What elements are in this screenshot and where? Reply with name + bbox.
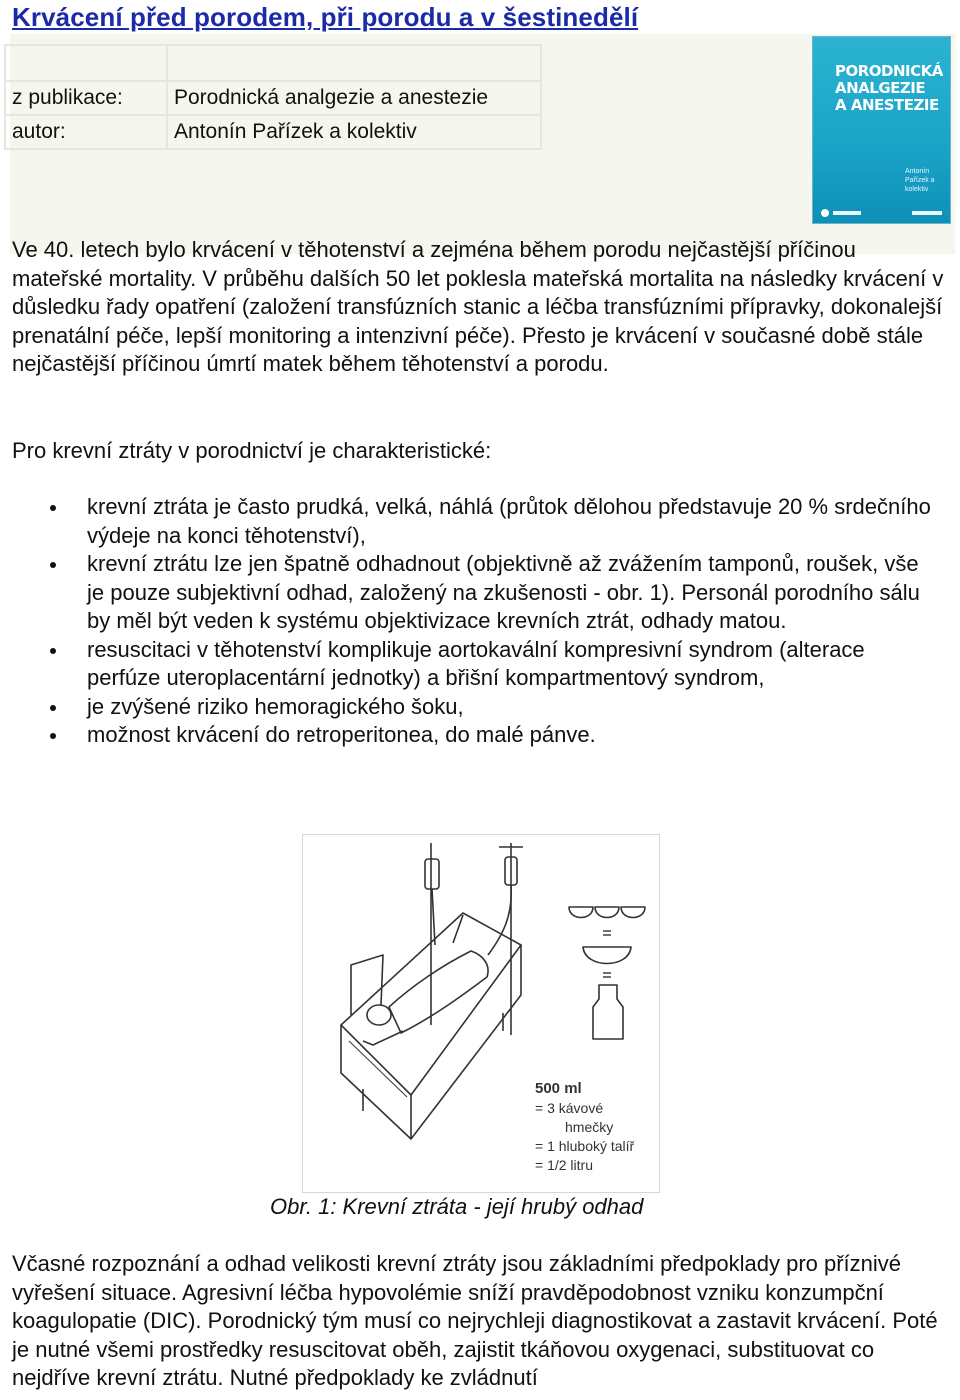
bullet-icon [50, 705, 56, 711]
author-value: Antonín Pařízek a kolektiv [167, 115, 541, 149]
table-row [5, 45, 541, 81]
list-item [0, 721, 940, 750]
list-item [0, 636, 940, 693]
figure-label: = 3 kávové [535, 1100, 604, 1116]
list-item-text: možnost krvácení do retroperitonea, do malé pánve. [87, 722, 596, 747]
intro-paragraph: Ve 40. letech bylo krvácení v těhotenství a zejména během porodu nejčastější příčinou mateřské mortality. V průběhu dalších 50 let poklesla mateřská mortalita na následky krvácení v důsledku řady opatření (založení transfúzních stanic a léčba transfúzními přípravky, dokonalejší prenatální péče, lepší monitoring a intenzivní péče). Přesto je krvácení v současné době stále nejčastější příčinou úmrtí matek během těhotenství a porodu. [12, 237, 944, 376]
figure-caption: Obr. 1: Krevní ztráta - její hrubý odhad [270, 1194, 644, 1219]
figure-label: hmečky [565, 1119, 614, 1135]
publisher-logo-icon [821, 209, 829, 217]
list-item-text: krevní ztráta je často prudká, velká, náhlá (průtok dělohou představuje 20 % srdečního výdeje na konci těhotenství), [87, 494, 931, 548]
iv-stand-icon [488, 843, 523, 1035]
bullet-icon [50, 733, 56, 739]
list-item-text: krevní ztrátu lze jen špatně odhadnout (objektivně až zvážením tamponů, roušek, vše je pouze subjektivní odhad, založený na zkušenosti - obr. 1). Personál porodního sálu by měl být veden k systému objektivizace krevních ztrát, odhady matou. [87, 551, 920, 633]
list-item [0, 550, 940, 636]
page-title[interactable]: Krvácení před porodem, při porodu a v šestinedělí [12, 2, 639, 32]
publication-label: z publikace: [5, 81, 167, 115]
cover-title-line: PORODNICKÁ [835, 62, 943, 80]
list-intro: Pro krevní ztráty v porodnictví je charakteristické: [12, 438, 492, 463]
bottle-icon [593, 985, 623, 1039]
list-item [0, 693, 940, 722]
table-row [5, 81, 541, 115]
publisher-series-bar [912, 211, 942, 215]
list-item-text: je zvýšené riziko hemoragického šoku, [87, 693, 464, 719]
cover-title-line: ANALGEZIE [835, 79, 926, 97]
book-cover-footer [821, 209, 942, 217]
iv-stand-icon [425, 843, 439, 1025]
figure-label: 500 ml [535, 1080, 582, 1097]
closing-paragraph: Včasné rozpoznání a odhad velikosti krevní ztráty jsou základními předpoklady pro příznivé vyřešení situace. Agresivní léčba hypovolémie sníží pravděpodobnost vzniku konzumpční koagulopatie (DIC). Porodnický tým musí co nejrychleji diagnostikovat a zastavit krvácení. Poté je nutné všemi prostředky resuscitovat oběh, zajistit tkáňovou oxygenaci, substituovat co nejdříve krevní ztrátu. Nutné předpoklady ke zvládnutí [12, 1251, 938, 1390]
publisher-name-bar [833, 211, 861, 215]
figure-label: = 1 hluboký talíř [535, 1138, 635, 1154]
blood-loss-illustration [303, 835, 659, 1192]
cover-title-line: A ANESTEZIE [835, 96, 939, 114]
bowl-icon [583, 947, 631, 964]
figure-label: = 1/2 litru [535, 1157, 593, 1173]
bullet-icon [50, 505, 56, 511]
bullet-icon [50, 648, 56, 654]
table-row [5, 115, 541, 149]
publication-value: Porodnická analgezie a anestezie [167, 81, 541, 115]
publication-info-table [4, 44, 542, 150]
book-cover-authors: Antonín Pařízek a kolektiv [905, 168, 935, 193]
characteristics-list [0, 493, 940, 750]
bullet-icon [50, 562, 56, 568]
book-cover-image[interactable] [812, 36, 951, 224]
blood-loss-figure[interactable] [302, 834, 660, 1193]
list-item [0, 493, 940, 550]
coffee-cup-icon [569, 907, 645, 918]
book-cover-title [835, 63, 945, 114]
list-item-text: resuscitaci v těhotenství komplikuje aortokavální kompresivní syndrom (alterace perfúze uteroplacentární jednotky) a břišní kompartmentový syndrom, [87, 636, 865, 690]
author-label: autor: [5, 115, 167, 149]
